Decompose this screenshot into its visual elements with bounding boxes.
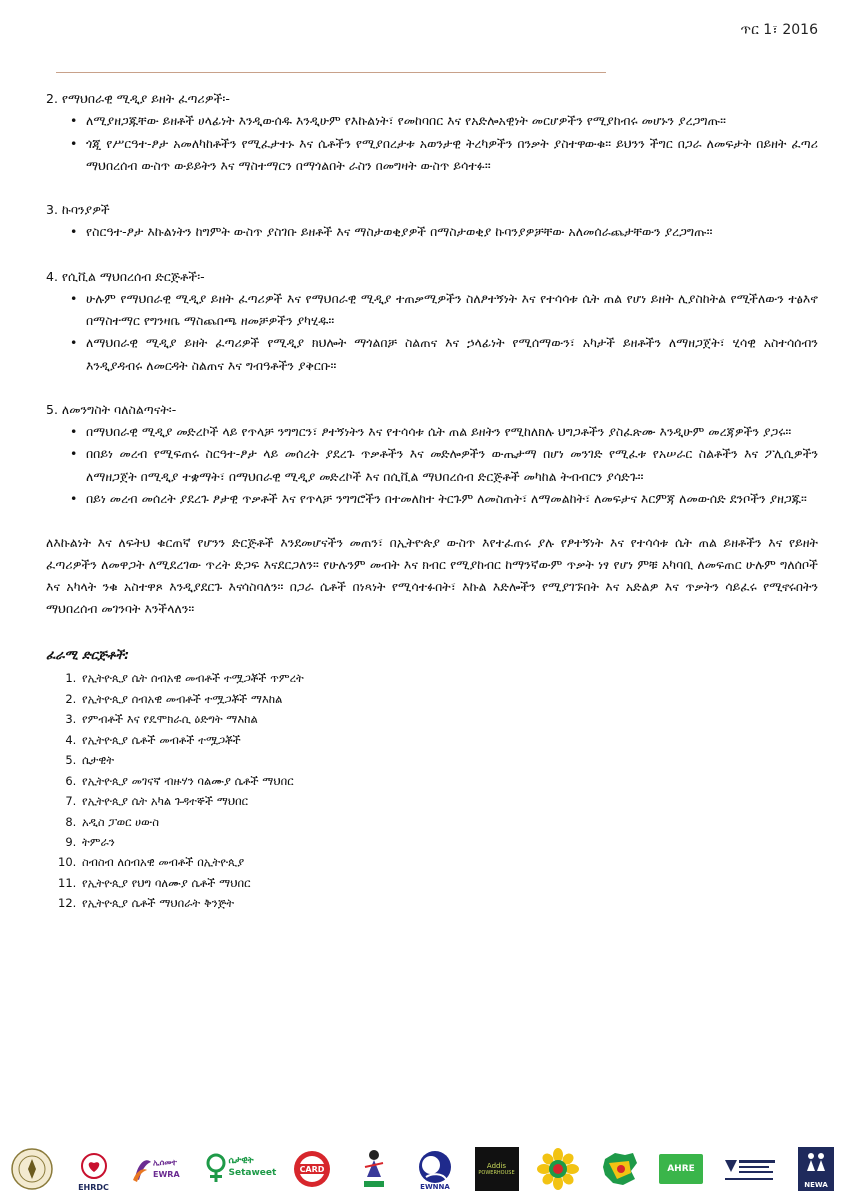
signatory-item: 2. የኢትዮጲያ ሰብአዊ መብቶች ተሟጋቾች ማእከል	[80, 689, 818, 709]
partner-logos-strip	[8, 1144, 840, 1194]
ahre-logo-text: AHRE	[667, 1164, 695, 1174]
addis-powerhouse-small-text: Addis	[486, 1162, 507, 1170]
ehrdc-logo	[70, 1146, 118, 1192]
bullet-item: • የስርዓተ-ፆታ እኩልነትን ከግምት ውስጥ ያስገቡ ይዘቶች እና ማስታወቂያዎች በማስታወቂያ ኩባንያዎቻቸው አለመሰራጨታቸውን ያረጋግጡ።	[70, 221, 818, 243]
closing-paragraph: ለእኩልነት እና ለፍትህ ቁርጠኛ የሆንን ድርጅቶች እንደመሆናችን መጠን፣ በኢትዮጵያ ውስጥ እየተፈጠሩ ያሉ የፆተኝነት እና የተሳሳቱ ሴት ጠል ይዘቶችን እና የይዘት ፈጣሪዎችን ለመዋጋት ለሚደረገው ጥረት ድጋፍ እናደርጋለን። የሁሉንም መብት እና ክብር የሚያከብር ከማንኛውም ጥቃት ነፃ የሆነ ምቹ አካባቢ ለመፍጠር ሁሉም ግለሰቦች እና አካላት ንቁ አስተዋጾ እንዲያደርጉ እናሳስባለን። በጋራ ሴቶች በነጻነት የሚሳተፉበት፣ እኩል እድሎችን የሚያገኙበት እና አድልዎ እና ጥቃትን ሳይፈሩ የሚኖሩበትን ማህበረሰብ መገንባት እንችላለን።	[46, 535, 818, 616]
section-title: 5. ለመንግስት ባለስልጣናት፡-	[46, 401, 177, 417]
document-body	[46, 88, 818, 914]
bullet-item: • ጎጂ የሥርዓተ-ፆታ አመለካከቶችን የሚፈታተኑ እና ሴቶችን የሚያበረታቱ አወንታዊ ትረካዎችን በንቃት ያስተዋውቁ። ይህንን ችግር በጋራ ለመፍታት በይዘት ፈጣሪ ማህበረሰብ ውስጥ ውይይትን እና ማስተማርን በማጎልበት ራስን በመግዛት ውስጥ ይሳተፉ።	[70, 133, 818, 178]
bullet-item: • ሁሉም የማህበራዊ ሚዲያ ይዘት ፈጣሪዎች እና የማህበራዊ ሚዲያ ተጠቃሚዎችን ስለፆተኝነት እና የተሳሳቱ ሴት ጠል የሆነ ይዘት ሊያስከትል የሚችለውን ተፅእኖ በማስተማር የግንዛቤ ማስጨበጫ ዘመቻዎችን ያካሂዱ።	[70, 288, 818, 333]
section-content-creators	[46, 88, 818, 177]
addis-powerhouse-text: POWERHOUSE	[478, 1170, 515, 1176]
section-civil-society	[46, 266, 818, 377]
card-logo-text: CARD	[299, 1164, 325, 1174]
setaweet-logo-text: Setaweet	[228, 1168, 277, 1178]
signatory-item: 12. የኢትዮጲያ ሴቶች ማህበራት ቅንጅት	[80, 893, 818, 913]
bullet-item: • በማህበራዊ ሚዲያ መድረኮች ላይ የጥላቻ ንግግርን፣ ፆተኝነትን እና የተሳሳቱ ሴት ጠል ይዘትን የሚከለክሉ ህግጋቶችን ያስፈጽሙ እንዲሁም መረጃዎችን ያጋሩ።	[70, 421, 818, 443]
section-title: 4. የሲቪል ማህበረሰብ ድርጅቶች፡-	[46, 268, 205, 284]
ewnna-logo	[350, 1146, 398, 1192]
document-date: ጥር 1፣ 2016	[740, 22, 818, 38]
signatory-item: 8. አዲስ ፓወር ሀውስ	[80, 812, 818, 832]
signatories-title: ፈራሚ ድርጅቶች:	[46, 647, 130, 662]
newa-logo	[792, 1146, 840, 1192]
card-logo	[288, 1146, 336, 1192]
bullet-item: • በይነ መረብ መሰረት ያደረጉ ፆታዊ ጥቃቶች እና የጥላቻ ንግግሮችን በተመለከተ ትርጉም ለመስጠት፣ ለማመልከት፣ ለመፍታና እርምጃ ለመውሰድ ደንቦችን ያዘጋጁ።	[70, 488, 818, 510]
ewra-logo-amharic: ኢሰመተ	[153, 1158, 177, 1167]
signatory-item: 9. ትምራን	[80, 832, 818, 852]
bullet-item: • በበይነ መረብ የሚፍጠሩ ስርዓተ-ፆታ ላይ መሰረት ያደረጉ ጥቃቶችን እና መድሎዎችን ውጤታማ በሆነ መንገድ የሚፈቱ የአሠራር ስልቶችን እና ፖሊሲዎችን ለማዘጋጀት በሚዲያ ተቋማት፣ በማህበራዊ ሚዲያ መድረኮች እና በሲቪል ማህበረሰብ ድርጅቶች መካከል ትብብርን ያሳድጉ።	[70, 443, 818, 488]
section-government	[46, 399, 818, 510]
signatories-list	[46, 668, 818, 914]
ehrdc-logo-text: EHRDC	[78, 1183, 109, 1192]
ethiopia-map-logo	[596, 1146, 644, 1192]
ewra-logo-text: EWRA	[153, 1170, 180, 1179]
signatory-item: 3. የምብቶች እና የዴሞክራሲ ዕድግት ማእከል	[80, 709, 818, 729]
section-title: 3. ኩባንያዎች	[46, 202, 110, 217]
addis-powerhouse-logo	[473, 1146, 521, 1192]
setaweet-logo-amharic: ሴታዊት	[228, 1156, 254, 1166]
sunflower-logo	[534, 1146, 582, 1192]
signatory-item: 11. የኢትዮጲያ የህግ ባለሙያ ሴቶች ማህበር	[80, 873, 818, 893]
signatory-item: 6. የኢትዮጲያ መገናኛ ብዙሃን ባልሙያ ሴቶች ማህበር	[80, 771, 818, 791]
section-companies	[46, 199, 818, 244]
header-divider	[56, 72, 606, 73]
ewla-logo	[719, 1146, 779, 1192]
ewnna-women-logo	[411, 1146, 459, 1192]
signatory-item: 10. ስብስብ ለሰብአዊ መብቶች በኢትዮጲያ	[80, 852, 818, 872]
signatory-item: 5. ሴታዊት	[80, 750, 818, 770]
bullet-item: • ለማህበራዊ ሚዲያ ይዘት ፈጣሪዎች የሚዲያ ክህሎት ማጎልበቻ ስልጠና እና ኃላፊነት የሚሰማውን፣ አካታች ይዘቶችን ለማዘጋጀት፣ ሂሳዊ አስተሳሰብን እንዲያዳብሩ ለመርዳት ስልጠና እና ግብዓቶችን ያቅርቡ።	[70, 332, 818, 377]
section-title: 2. የማህበራዊ ሚዲያ ይዘት ፈጣሪዎች፡-	[46, 91, 230, 106]
ahre-logo	[657, 1146, 705, 1192]
signatory-item: 7. የኢትዮጲያ ሴት አካል ጉዳተኞች ማህበር	[80, 791, 818, 811]
ewnna-logo-text: EWNNA	[420, 1183, 450, 1191]
signatory-item: 4. የኢትዮጲያ ሴቶች መብቶች ተሟጋቾች	[80, 730, 818, 750]
ewhrdc-logo	[8, 1146, 56, 1192]
ewra-logo	[131, 1146, 191, 1192]
bullet-item: • ለሚያዘጋጁቸው ይዘቶች ሀላፊነት እንዲውሰዱ እንዲሁም የእኩልነት፣ የመከባበር እና የአድሎአዊነት መርሆዎችን የሚያከብሩ መሆኑን ያረጋግጡ።	[70, 110, 818, 132]
signatory-item: 1. የኢትዮጲያ ሴት ሰብአዊ መብቶች ተሟጋቾች ጥምረት	[80, 668, 818, 688]
setaweet-logo	[205, 1146, 275, 1192]
newa-logo-text: NEWA	[804, 1181, 828, 1189]
